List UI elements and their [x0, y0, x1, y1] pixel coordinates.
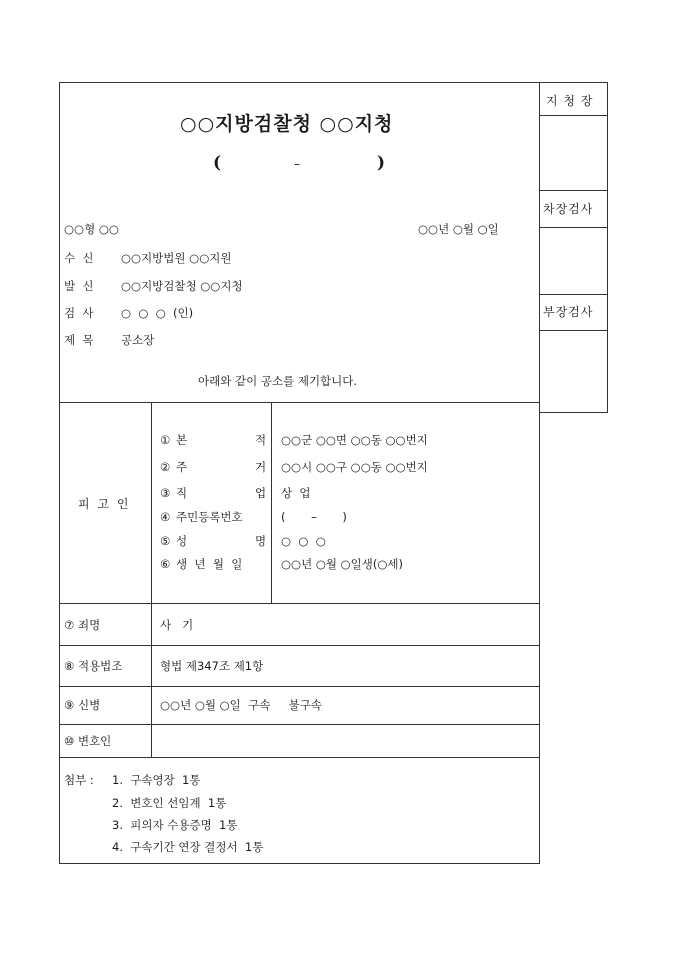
approval-divider	[539, 294, 608, 295]
defendant-inner-divider	[271, 402, 272, 603]
paren-dash: –	[294, 157, 300, 171]
row-number: ③	[160, 486, 171, 500]
defendant-section-label: 피 고 인	[78, 497, 131, 511]
recipient-label: 수 신	[64, 251, 94, 265]
row-value: ( – )	[281, 510, 347, 524]
prosecutor-label: 검 사	[64, 306, 94, 320]
document-number: ○○형 ○○	[64, 222, 119, 236]
applicable-law-value: 형법 제347조 제1항	[160, 659, 264, 673]
charge-label: ⑦ 죄명	[64, 618, 101, 632]
row-label-end: 명	[255, 534, 267, 548]
sender-value: ○○지방검찰청 ○○지청	[121, 279, 243, 293]
approval-divider	[539, 227, 608, 228]
intro-statement: 아래와 같이 공소를 제기합니다.	[198, 374, 358, 388]
row-value: 상 업	[281, 486, 311, 500]
prosecutor-value: ○ ○ ○ (인)	[121, 306, 194, 320]
row-label: 생 년 월 일	[176, 557, 243, 571]
custody-label: ⑨ 신병	[64, 698, 101, 712]
row-value: ○ ○ ○	[281, 534, 326, 548]
approval-divider	[539, 330, 608, 331]
attachments-label: 첨부 :	[64, 773, 94, 787]
row-divider	[59, 757, 540, 758]
defense-counsel-label: ⑩ 변호인	[64, 734, 112, 748]
subject-label: 제 목	[64, 333, 94, 347]
approval-label-branch-chief: 지 청 장	[546, 94, 594, 108]
row-label: 성	[176, 534, 188, 548]
subject-value: 공소장	[121, 333, 155, 347]
attachment-item: 3. 피의자 수용증명 1통	[112, 818, 238, 832]
sender-label: 발 신	[64, 279, 94, 293]
page-title: ○○지방검찰청 ○○지청	[180, 113, 394, 135]
row-label-end: 거	[255, 460, 267, 474]
row-label: 본	[176, 433, 188, 447]
row-label: 주	[176, 460, 188, 474]
approval-divider	[539, 190, 608, 191]
recipient-value: ○○지방법원 ○○지원	[121, 251, 232, 265]
applicable-law-label: ⑧ 적용법조	[64, 659, 123, 673]
paren-close: )	[377, 153, 386, 173]
attachment-item: 4. 구속기간 연장 결정서 1통	[112, 840, 264, 854]
approval-column	[539, 82, 608, 413]
custody-value: ○○년 ○월 ○일 구속 불구속	[160, 698, 322, 712]
row-number: ①	[160, 433, 171, 447]
paren-open: (	[213, 153, 222, 173]
attachment-item: 1. 구속영장 1통	[112, 773, 201, 787]
row-number: ⑤	[160, 534, 171, 548]
approval-label-deputy-chief: 차장검사	[543, 202, 594, 216]
row-number: ④	[160, 510, 171, 524]
row-label: 주민등록번호	[176, 510, 243, 524]
row-label-end: 적	[255, 433, 267, 447]
charge-value: 사 기	[160, 618, 194, 632]
row-number: ⑥	[160, 557, 171, 571]
row-label: 직	[176, 486, 188, 500]
row-value: ○○시 ○○구 ○○동 ○○번지	[281, 460, 428, 474]
label-column-divider	[151, 402, 152, 757]
row-label-end: 업	[255, 486, 267, 500]
row-value: ○○년 ○월 ○일생(○세)	[281, 557, 404, 571]
row-divider	[59, 645, 540, 646]
row-divider	[59, 603, 540, 604]
row-divider	[59, 724, 540, 725]
attachment-item: 2. 변호인 선임계 1통	[112, 796, 227, 810]
approval-label-department-chief: 부장검사	[543, 305, 594, 319]
row-value: ○○군 ○○면 ○○동 ○○번지	[281, 433, 428, 447]
approval-divider	[539, 115, 608, 116]
document-date: ○○년 ○월 ○일	[418, 222, 499, 236]
row-divider	[59, 686, 540, 687]
section-divider	[59, 402, 540, 403]
row-number: ②	[160, 460, 171, 474]
